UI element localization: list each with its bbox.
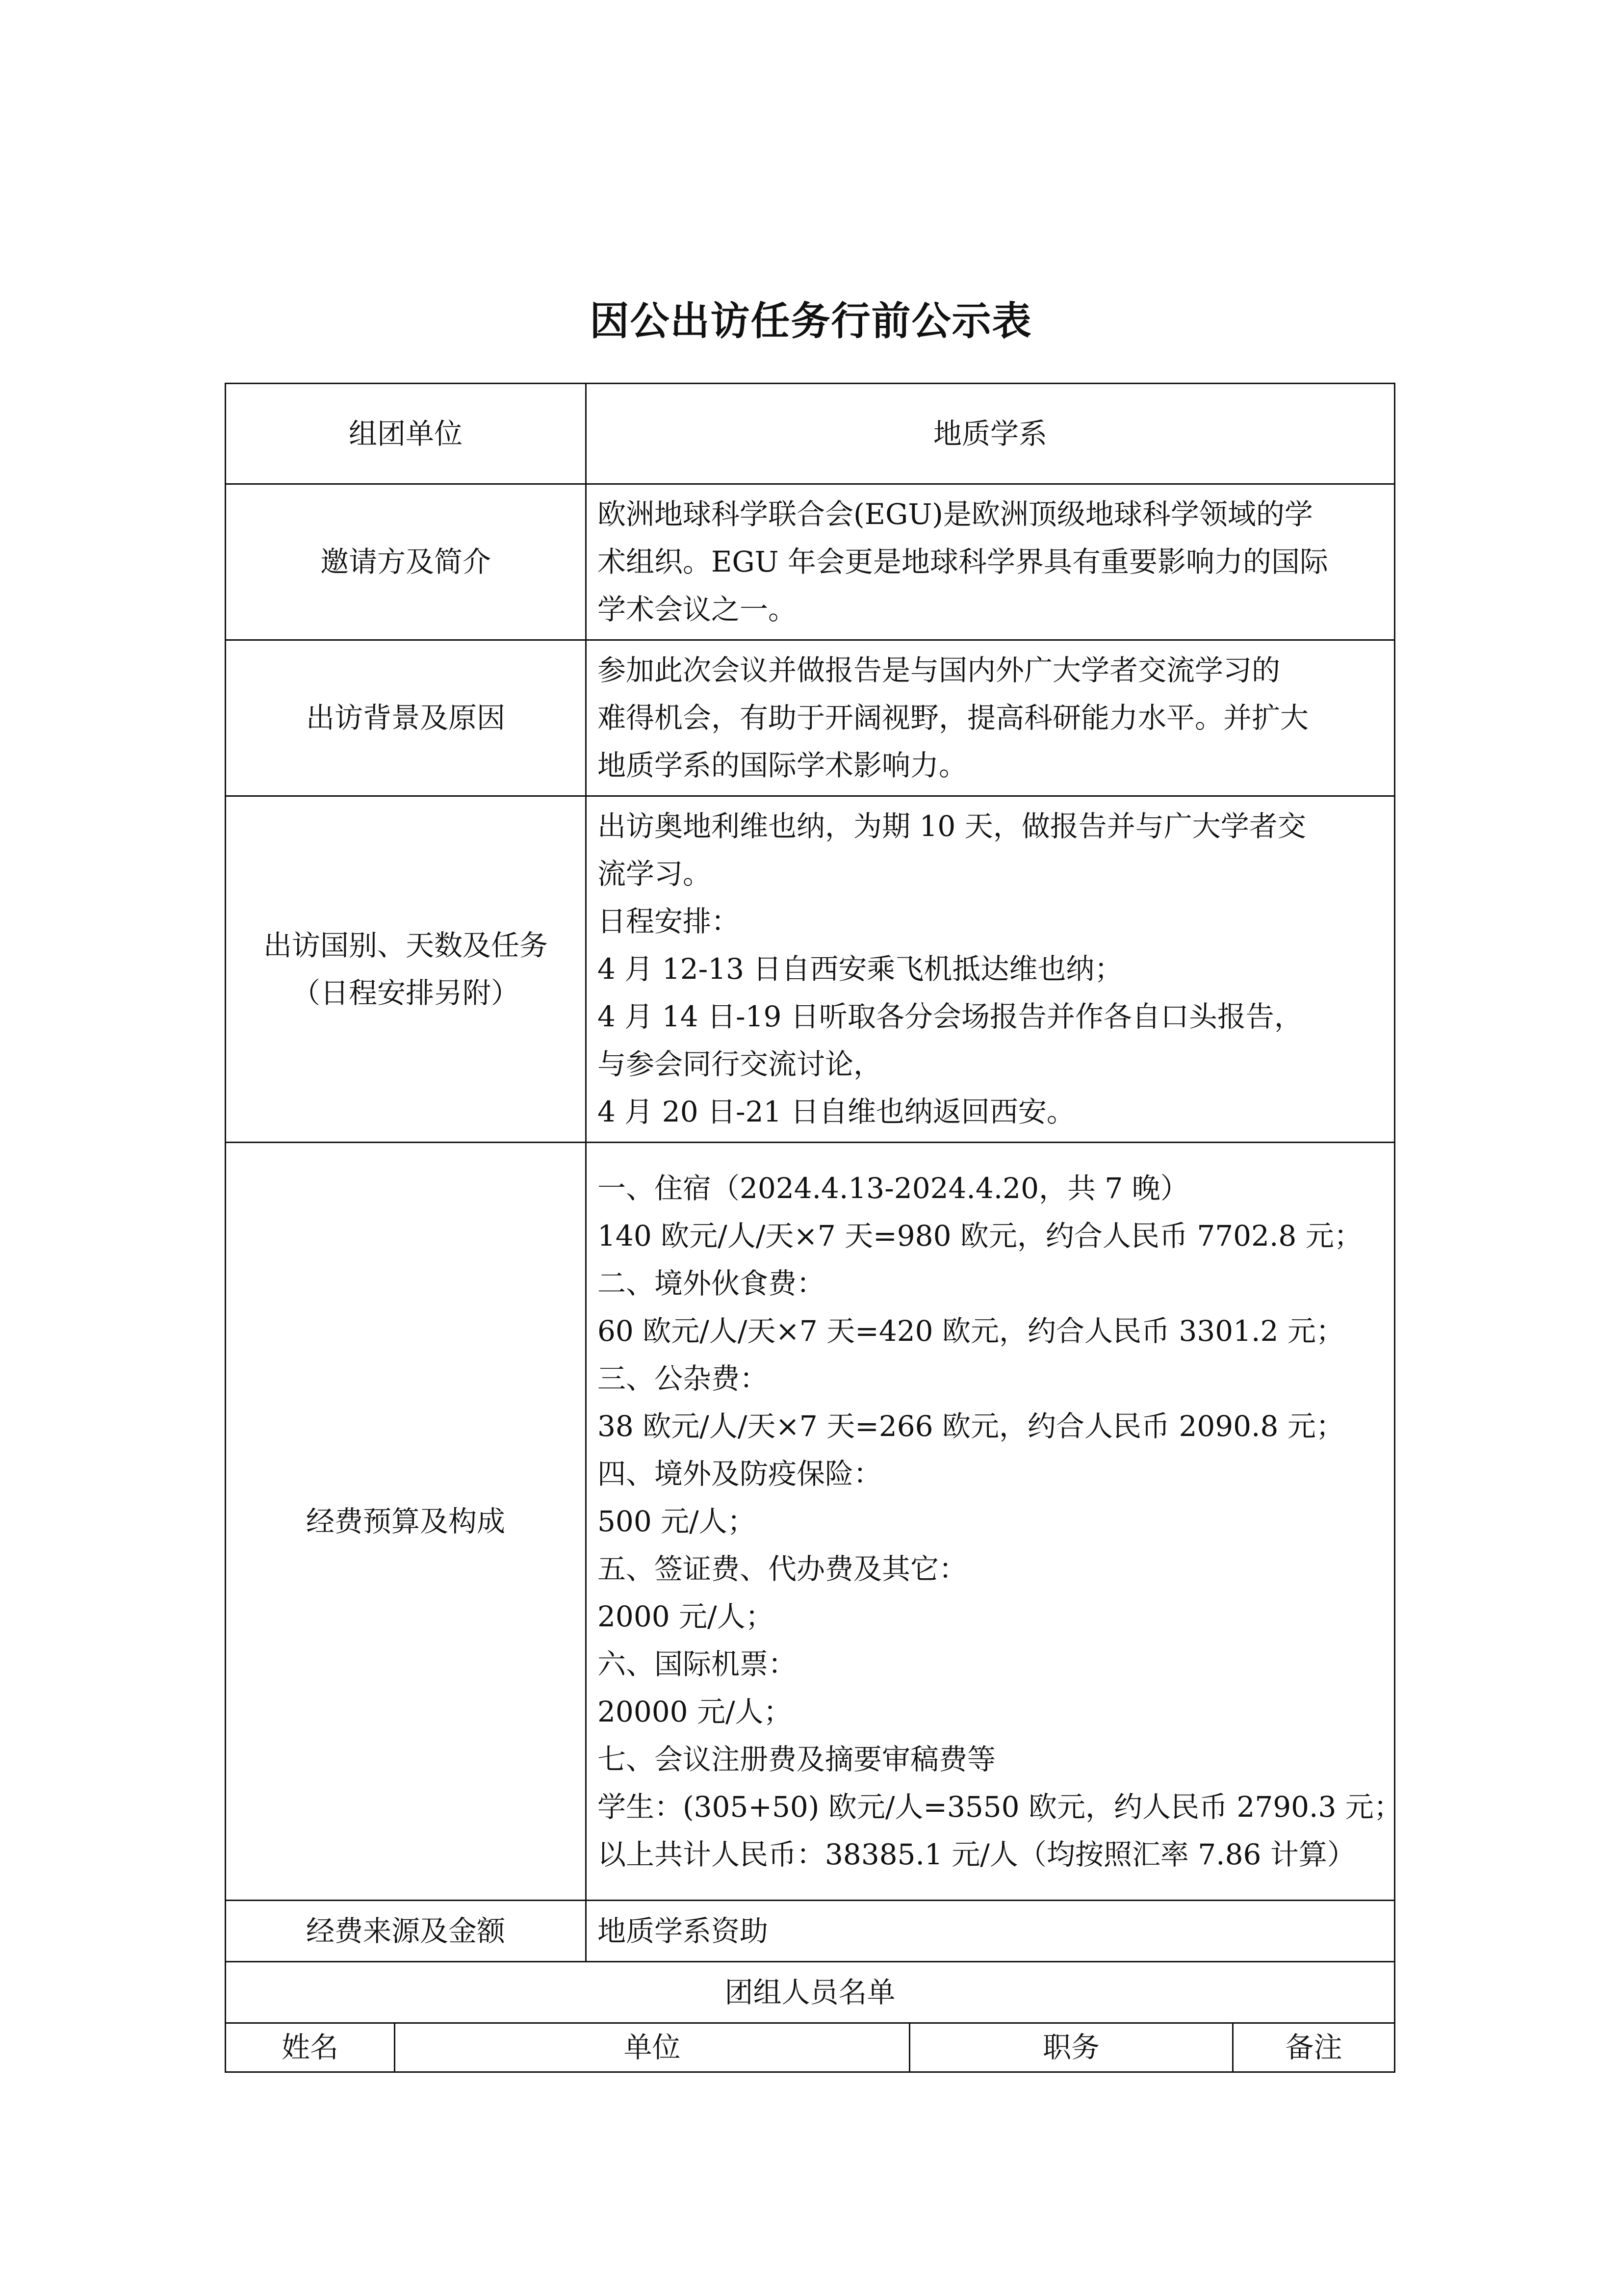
- inviter-intro: [586, 484, 1395, 640]
- itinerary-label-line1: 出访国别、天数及任务: [263, 928, 548, 962]
- funding-value: 地质学系资助: [586, 1901, 1395, 1962]
- budget-line: 六、国际机票：: [597, 1647, 797, 1681]
- background-reason: [586, 640, 1395, 796]
- budget-line: 2000 元/人；: [597, 1599, 774, 1633]
- row-members-heading: [226, 1962, 1395, 2023]
- row-org: [226, 384, 1395, 484]
- background-label: 出访背景及原因: [226, 640, 586, 796]
- background-line: 参加此次会议并做报告是与国内外广大学者交流学习的: [597, 653, 1281, 687]
- budget-line: 500 元/人；: [597, 1504, 756, 1538]
- budget-line: 学生：(305+50) 欧元/人=3550 欧元，约人民币 2790.3 元；: [597, 1790, 1402, 1824]
- budget-line: 二、境外伙食费：: [597, 1266, 825, 1300]
- budget-line: 以上共计人民币：38385.1 元/人（均按照汇率 7.86 计算）: [597, 1837, 1356, 1871]
- row-budget: [226, 1143, 1395, 1901]
- budget-line: 一、住宿（2024.4.13-2024.4.20，共 7 晚）: [597, 1171, 1189, 1205]
- budget-label: 经费预算及构成: [226, 1143, 586, 1901]
- itinerary-line: 流学习。: [597, 857, 712, 890]
- column-header-unit: 单位: [395, 2023, 910, 2072]
- itinerary-line: 与参会同行交流讨论，: [597, 1047, 882, 1081]
- itinerary-label-line2: （日程安排另附）: [292, 976, 520, 1010]
- itinerary-line: 日程安排：: [597, 905, 740, 938]
- itinerary-line: 4 月 14 日-19 日听取各分会场报告并作各自口头报告，: [597, 1000, 1303, 1033]
- itinerary-line: 出访奥地利维也纳，为期 10 天，做报告并与广大学者交: [597, 809, 1306, 843]
- itinerary-line: 4 月 12-13 日自西安乘飞机抵达维也纳；: [597, 952, 1123, 986]
- row-itinerary: [226, 796, 1395, 1143]
- column-header-name: 姓名: [226, 2023, 395, 2072]
- budget-line: 四、境外及防疫保险：: [597, 1457, 882, 1490]
- row-members-header: [226, 2023, 1395, 2072]
- disclosure-table: [225, 383, 1402, 2073]
- column-header-position: 职务: [910, 2023, 1233, 2072]
- row-background: [226, 640, 1395, 796]
- funding-label: 经费来源及金额: [226, 1901, 586, 1962]
- org-value: 地质学系: [586, 384, 1395, 484]
- inviter-line: 欧洲地球科学联合会(EGU)是欧洲顶级地球科学领域的学: [597, 497, 1313, 531]
- members-heading: 团组人员名单: [226, 1962, 1395, 2023]
- budget-line: 三、公杂费：: [597, 1361, 769, 1395]
- document-title: 因公出访任务行前公示表: [590, 298, 1032, 344]
- budget-line: 60 欧元/人/天×7 天=420 欧元，约合人民币 3301.2 元；: [597, 1314, 1344, 1348]
- row-inviter: [226, 484, 1395, 640]
- itinerary-line: 4 月 20 日-21 日自维也纳返回西安。: [597, 1095, 1075, 1128]
- background-line: 地质学系的国际学术影响力。: [597, 749, 968, 782]
- background-line: 难得机会，有助于开阔视野，提高科研能力水平。并扩大: [597, 701, 1309, 734]
- budget-line: 七、会议注册费及摘要审稿费等: [597, 1742, 996, 1776]
- org-label: 组团单位: [226, 384, 586, 484]
- budget-line: 140 欧元/人/天×7 天=980 欧元，约合人民币 7702.8 元；: [597, 1219, 1363, 1252]
- budget-line: 五、签证费、代办费及其它：: [597, 1552, 968, 1586]
- budget-line: 20000 元/人；: [597, 1695, 792, 1728]
- inviter-label: 邀请方及简介: [226, 484, 586, 640]
- itinerary-content: [586, 796, 1395, 1143]
- budget-line: 38 欧元/人/天×7 天=266 欧元，约合人民币 2090.8 元；: [597, 1409, 1344, 1443]
- column-header-remark: 备注: [1233, 2023, 1395, 2072]
- inviter-line: 学术会议之一。: [597, 593, 797, 626]
- budget-breakdown: [586, 1143, 1402, 1901]
- row-funding: [226, 1901, 1395, 1962]
- inviter-line: 术组织。EGU 年会更是地球科学界具有重要影响力的国际: [597, 545, 1329, 578]
- itinerary-label: [226, 796, 586, 1143]
